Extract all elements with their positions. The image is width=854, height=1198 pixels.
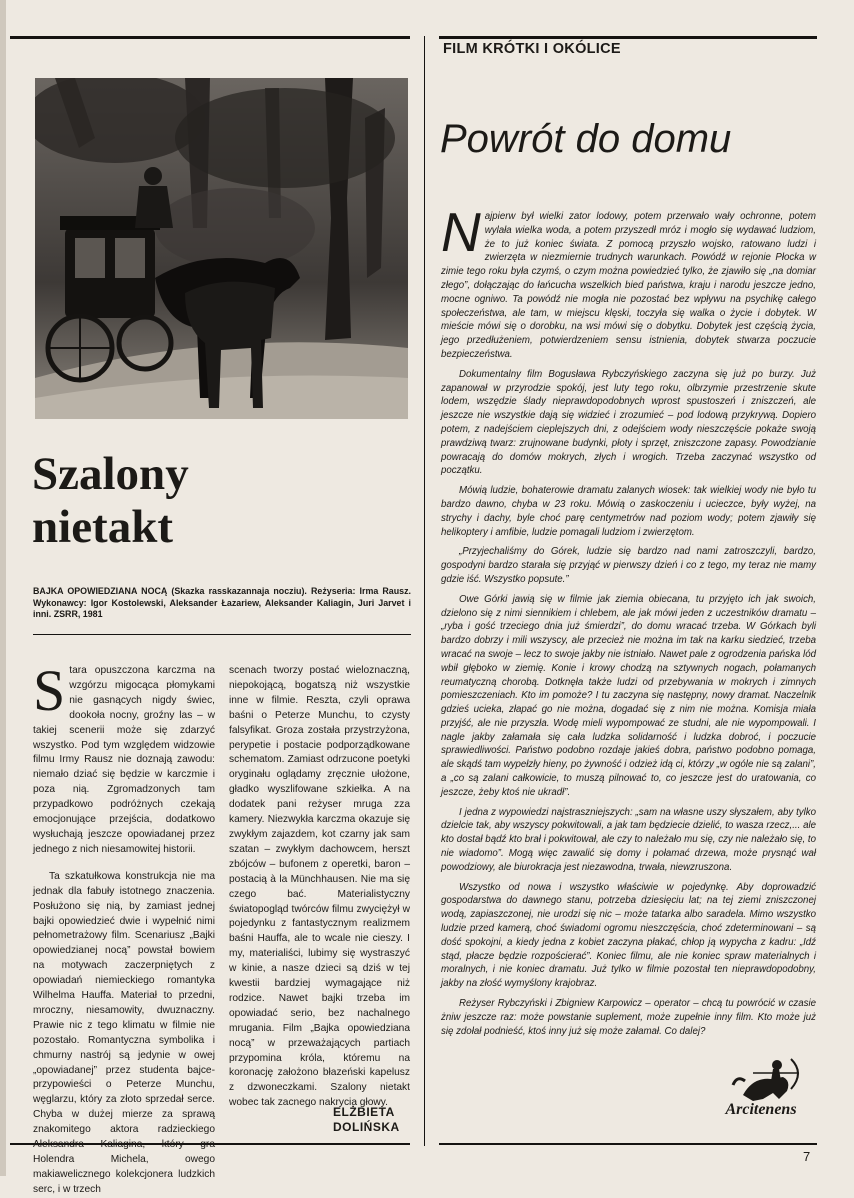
page-edge — [0, 0, 6, 1176]
logo-text: Arcitenens — [725, 1101, 797, 1118]
right-article-body — [441, 201, 816, 1038]
drop-cap: S — [33, 658, 66, 723]
film-credits: BAJKA OPOWIEDZIANA NOCĄ (Skazka rasskazannaja nocziu). Reżyseria: Irma Rausz. Wykonawcy: Igor Kostolewski, Aleksander Łazariew, Aleksander Kaliagin, Juri Jarvet i inni. ZSRR, 1981 — [33, 586, 411, 620]
right-article-paragraph: Owe Górki jawią się w filmie jak ziemia obiecana, tu przyjęto ich jak swoich, dzielono się z nimi siennikiem i chlebem, ale jak mówi jeden z uczestników dramatu – „ryba i gość trzeciego dnia już śmierdzi”, do domu wracać trzeba. W Górkach byli bardzo dobrzy i mili wszyscy, ale przecież nie można im tak na karku siedzieć, trzeba wracać na swoje – lecz to swoje jakby nie istniało. Nawet pale z ogrodzenia pańska lód wbił głęboko w ziemię. Konie i krowy chodzą na sztywnych nogach, połamanych reumatyczną chorobą. Dotknęła także ludzi od przebywania w mokrych i zimnych pomieszczeniach. Kto im pomoże? I tu zaczyna się następny, nowy dramat. Naczelnik gdzieś ucieka, złapać go nie można, dogadać się z nim nie można. Komisja miała przyjść, ale nie przyszła. Wodę mieli wypompować ze studni, ale nie wypompowali. I nagle jakby załamała się cała ludzka solidarność i ludzka dobroć, i poczucie sprawiedliwości. Państwo podobno rozdaje jakieś dobra, państwo podobno pomaga, ale skądś tam wypełzły hieny, po żywność i odzież idą ci, którzy „w ogóle nie są zalani”, a „co są zalani całkowicie, to muszą pilnować to, co jeszcze jest do uratowania, co jeszcze, żeby ktoś nie ukradł”. — [441, 593, 816, 798]
right-article-paragraph: „Przyjechaliśmy do Górek, ludzie się bardzo nad nami zatroszczyli, bardzo, gospodyni bardzo starała się przyjąć w pierwszy dzień i co z tego, my teraz nie mamy gdzie iść. Wszystko popsute.” — [441, 546, 816, 585]
right-article-paragraph: Reżyser Rybczyński i Zbigniew Karpowicz – operator – chcą tu powrócić w czasie żniw jeszcze raz: może powstanie suplement, może zupełnie inny film. Kto może już się zdołał podnieść, ktoś inny już się może załamał. Co dalej? — [441, 998, 816, 1037]
column-divider — [424, 36, 425, 1146]
drop-cap: N — [441, 201, 481, 263]
left-article-paragraph-1: Stara opuszczona karczma na wzgórzu migocąca płomykami nie gasnących nigdy świec, dookoła nocny, groźny las – w takiej scenerii może się zdarzyć wszystko. Pod tym względem widzowie filmu Irmy Rausz nie doznają zawodu: niemało dziać się będzie w karczmie i poza nią. Zgromadzonych tam przypadkowo podróżnych czekają emocjonujące przejścia, dodatkowo wysłuchają jeszcze opowiadanej przez jednego z nich niesamowitej historii. — [33, 658, 215, 855]
horse-drawn-carriage-photo — [35, 78, 408, 419]
right-article-paragraph: Dokumentalny film Bogusława Rybczyńskiego zaczyna się już po burzy. Już zapanował w przyrodzie spokój, jest luty tego roku, olbrzymie przestrzenie skute lodem, wszędzie ślady nieprawdopodobnych wprost spustoszeń i zniszczeń, ale jeszcze nie wszystkie dają się widzieć i zrozumieć – pod lodową przykrywą. Dopiero potem, z nadejściem cieplejszych dni, z odejściem wody nieszczęście pokaże swoją prawdziwą twarz: zrujnowane budynki, płoty i sprzęt, zniszczone zapasy. Powodzianie powracają do domów mokrych, złych i wrogich. Trzeba zaczynać wszystko od początku. — [441, 368, 816, 477]
right-article-paragraph: Mówią ludzie, bohaterowie dramatu zalanych wiosek: tak wielkiej wody nie było tu bardzo dawno, chyba w 23 roku. Mówią o zaskoczeniu i ucieczce, były wyżej, na strychy i dachy, byle choć parę centymetrów nad poziom wody; potem zjawiły się helikoptery i amfibie, ludzie pomagali ludziom i zwierzętom. — [441, 485, 816, 538]
top-rule-right — [439, 36, 817, 39]
section-label: FILM KRÓTKI I OKÓLICE — [443, 41, 621, 57]
author-byline: ELŻBIETA DOLIŃSKA — [333, 1105, 400, 1134]
left-article-column-1 — [33, 658, 215, 1198]
left-article-paragraph-3: scenach tworzy postać wieloznaczną, niepokojącą, bogatszą niż wszystkie inne w filmie. Reszta, czyli oprawa baśni o Peterze Munchu, to czysty falsyfikat. Groza została przystrzyżona, perypetie i postacie podporządkowane schematom. Zamiast odrzucone poetyki oryginału oglądamy zręcznie ułożone, gładko wyszlifowane szkiełka. A na dodatek pani reżyser mruga zza kamery. Niezwykła karczma okazuje się zwykłym zajazdem, kot czarny jak sam szatan – zwykłym dachowcem, herszt zbójców – bufonem z operetki, baron – postacią à la Münchhausen. Nie ma się czego bać. Materialistyczny światopogląd twórców filmu zwyciężył w pojedynku z fantastycznym realizmem baśni Hauffa, ale to wcale nie cieszy. I my, materialiści, lubimy się wystraszyć w kinie, a nasze dzieci są dziś w tej kwestii bardziej wymagające niż rodzice. Nawet bajki trzeba im opowiadać serio, bez nachalnego mrugania. Film „Bajka opowiedziana nocą” w przeważających partiach przypomina króla, któremu na koronację założono błazeński kapelusz z dzwoneczkami. Szalony nietakt wobec tak zacnego nakrycia głowy. — [229, 665, 410, 1109]
right-article-title: Powrót do domu — [440, 117, 732, 161]
arcitenens-logo — [713, 1055, 809, 1125]
bottom-rule-right — [439, 1143, 817, 1145]
page-number: 7 — [803, 1149, 811, 1164]
left-article-title — [32, 448, 412, 554]
left-article-title-line2: nietakt — [32, 501, 173, 553]
right-article-paragraph: Wszystko od nowa i wszystko właściwie w pojedynkę. Aby doprowadzić gospodarstwa do dawnego stanu, potrzeba dziesięciu lat; na tej ziemi zniszczonej wodą, zapiaszczonej, nie urodzi się nic – może tatarka albo saradela. Mimo wszystko ludzie przed kamerą, choć świadomi ogromu nieszczęścia, choć zdeterminowani – są dość spokojni, a kiedy jedna z kobiet zaczyna płakać, chłop ją wypycha z kadru: „Idź stąd, płacze będzie rozpościerać”. Koniec filmu, ale nie koniec spraw materialnych i moralnych, i nie koniec dramatu. Już tylko w filmie pozostał ten nieprawdopodobny, jakby na złość wymyślony krajobraz. — [441, 881, 816, 990]
left-article-paragraph-2: Ta szkatułkowa konstrukcja nie ma jednak dla fabuły istotnego znaczenia. Posłużono się nią, by zamiast jednej bajki opowiedzieć dwie i wypełnić nimi pełnometrażowy film. Scenariusz „Bajki opowiedzianej nocą” powstał bowiem na motywach zaczerpniętych z opowiadań niemieckiego romantyka Wilhelma Hauffa. Materiał to przedni, mroczny, niesamowity, dwuznaczny. Prawie nic z tego klimatu w filmie nie pozostało. Romantyczna symbolika i chmurny nastrój są jedynie w owej „opowiadanej” przez studenta bajce-przypowieści o Peterze Munchu, węglarzu, który za złoto sprzedał serce. Chyba w dużej mierze za sprawą znakomitego aktora radzieckiego Aleksandra Kaliagina, który gra Holendra Michela, owego makiawelicznego kolekcjonera ludzkich serc, i w trzech — [33, 870, 215, 1195]
left-article-column-2 — [229, 664, 410, 1111]
right-article-paragraph: Najpierw był wielki zator lodowy, potem przerwało wały ochronne, potem wylała wielka woda, a potem przyszedł mróz i mogło się wydawać ludziom, że to już koniec świata. Z pomocą przyszło wojsko, ratowano ludzi i zwierzęta w niezmiernie trudnych warunkach. Powódź w rejonie Płocka w zimie tego roku była czymś, o czym można powiedzieć tylko, że zjawiło się „na domiar złego”, dołączając do łańcucha wszelkich bied państwa, kraju i narodu jeszcze jedno, mocne ogniwo. Ta powódź nie mogła nie pozostać bez wpływu na psychikę całego społeczeństwa, ale tam, w miejscu klęski, toczyła się walka o życie i dobytek. W mieście mówi się o dorobku, na wsi mówi się o dobytku. Dobytek jest częścią życia, jego przedłużeniem, potwierdzeniem sensu istnienia, dobytek stwarza poczucie bezpieczeństwa. — [441, 201, 816, 360]
archer-centaur-icon — [713, 1055, 809, 1105]
right-article-paragraph: I jedna z wypowiedzi najstraszniejszych: „sam na własne uszy słyszałem, aby tylko dzielcie tak, aby wszyscy pokwitowali, a jak tam będziecie dzielić, to wasza rzecz,... ale kto dostał bądź kto brał i pokwitował, ale czy to należało mu się, czy nie należało się, to nie wiadomo”. Mogą więc zawalić się domy i połamać drzewa, może prysnąć wał powodziowy, ale biurokracja jest niezawodna, trwała, niewzruszona. — [441, 806, 816, 873]
top-rule-left — [10, 36, 410, 39]
credits-divider — [33, 634, 411, 635]
left-article-title-line1: Szalony — [32, 448, 189, 500]
